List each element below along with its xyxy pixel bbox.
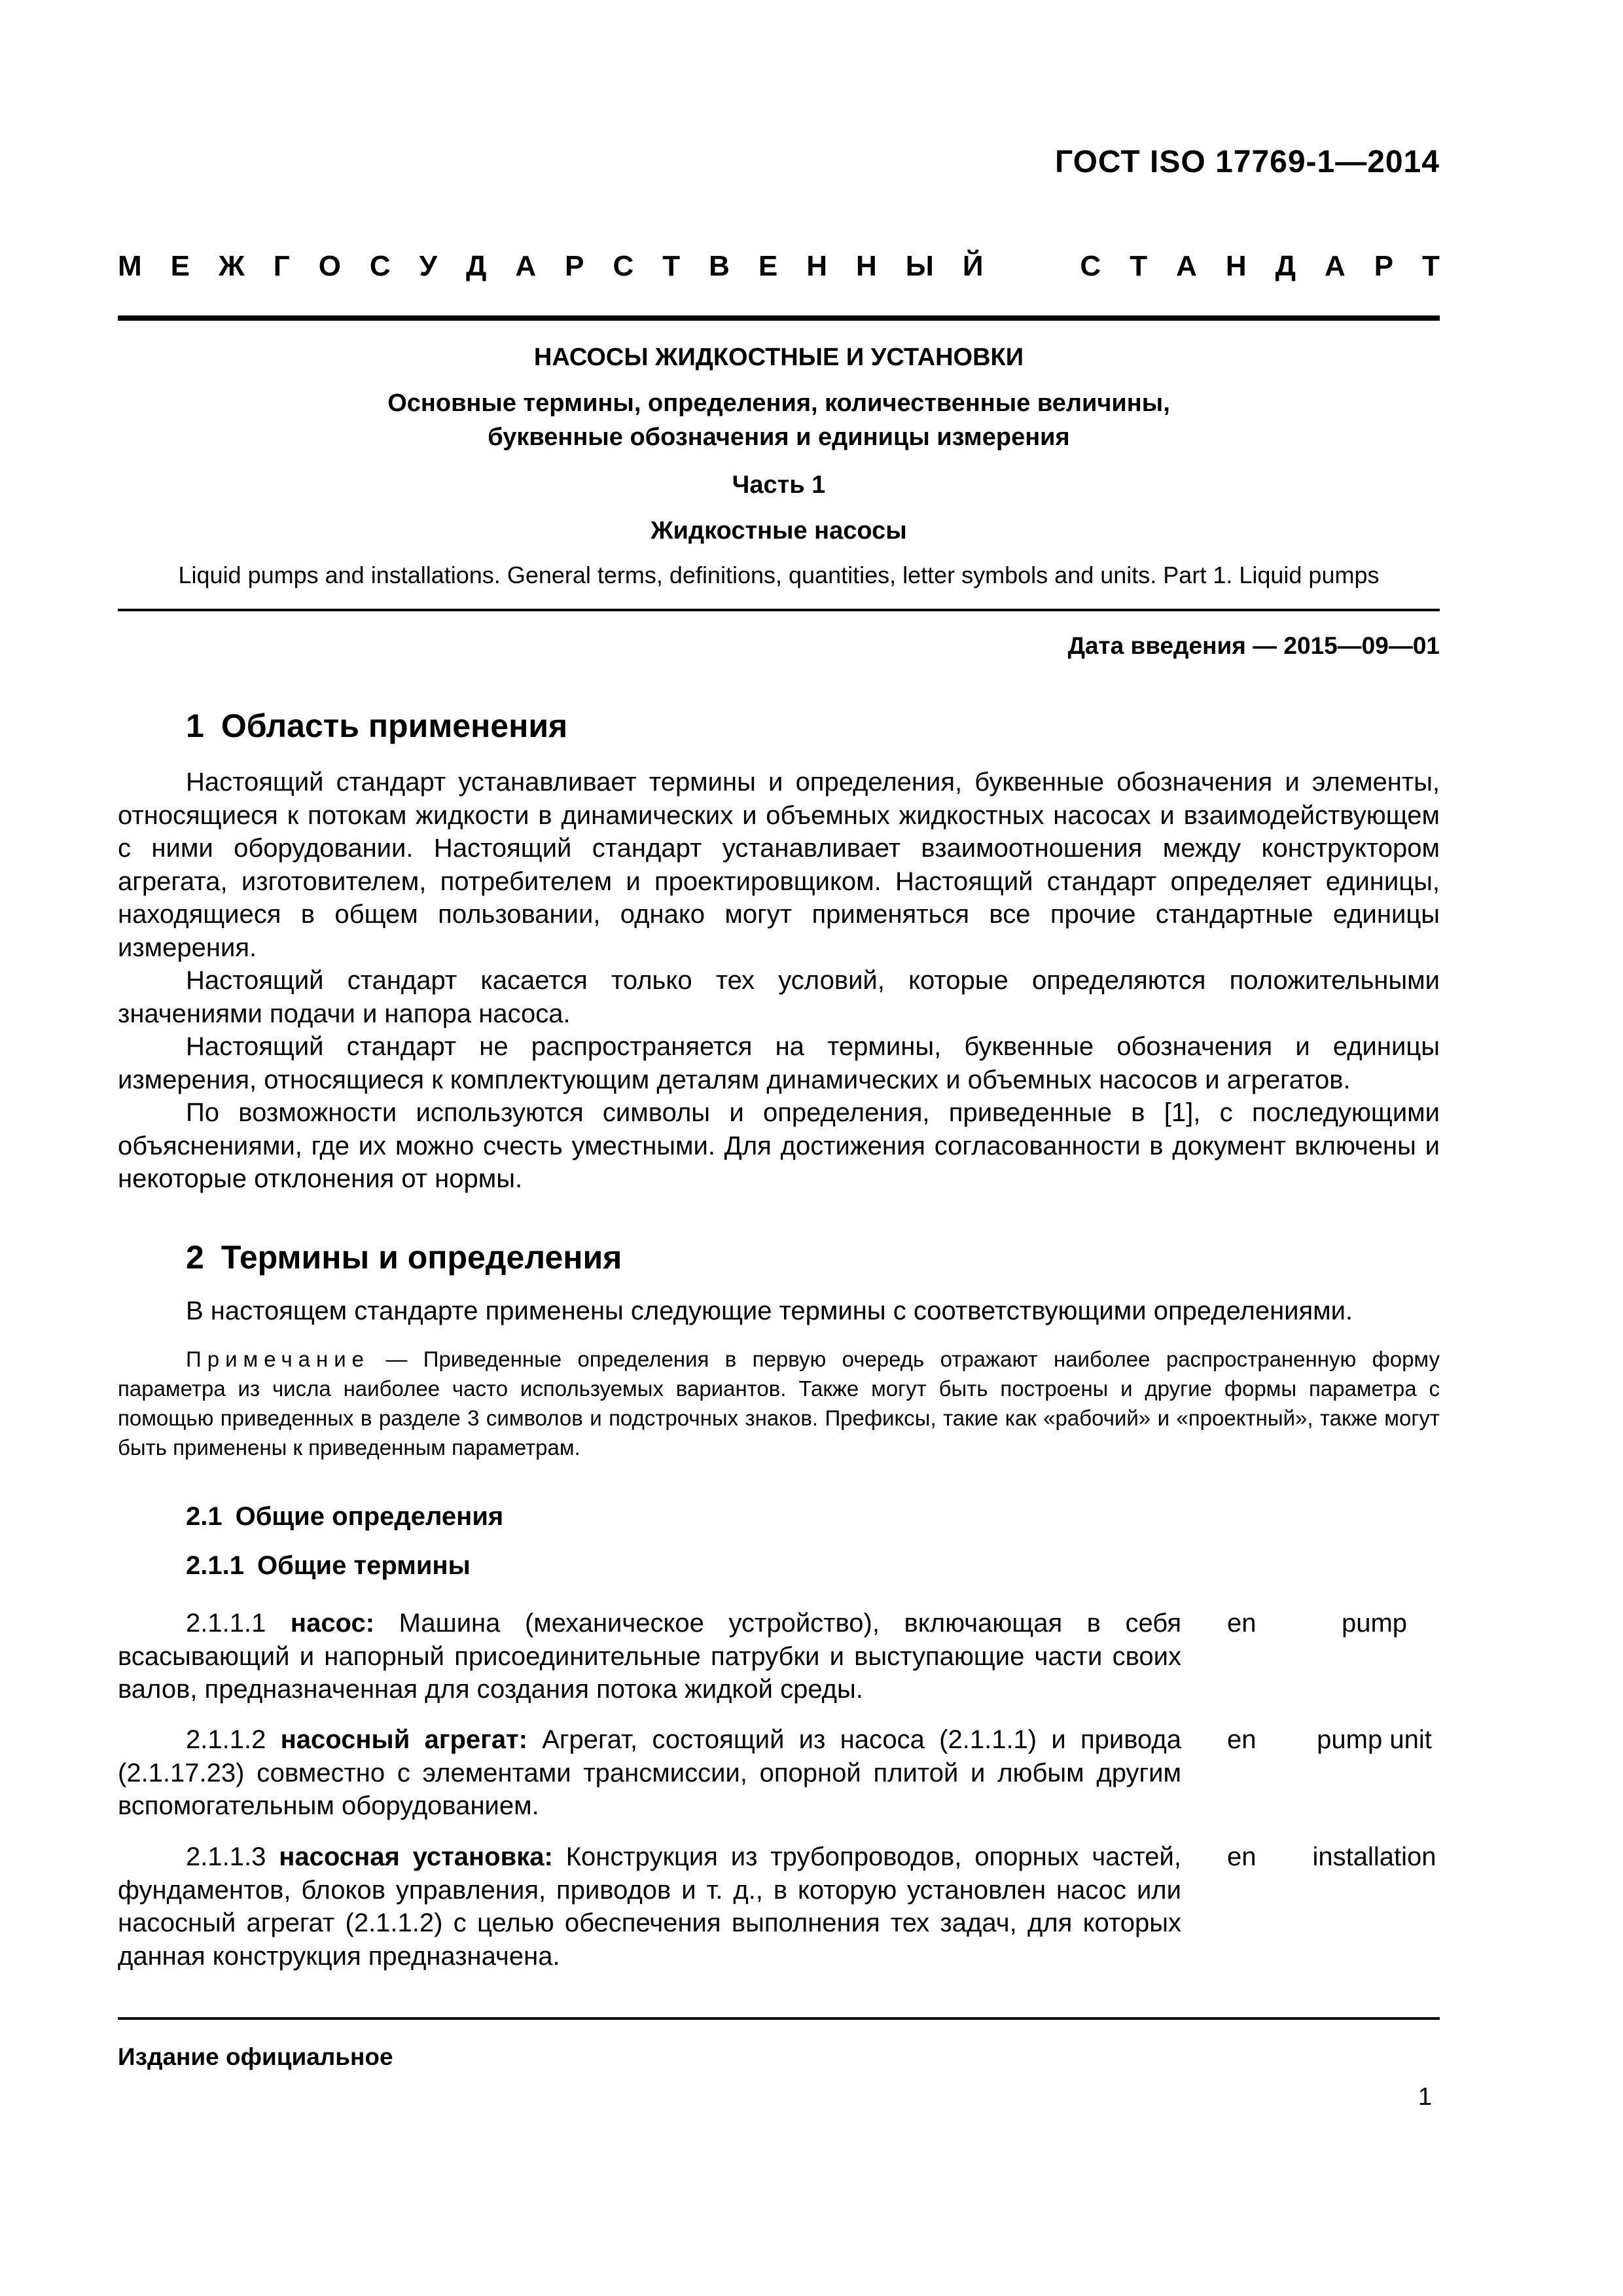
paragraph: Настоящий стандарт касается только тех условий, которые определяются положительными значениями подачи и напора насоса.	[118, 966, 1440, 1028]
heading-letter: Т	[1130, 250, 1148, 282]
term-definition: Агрегат, состоящий из насоса (2.1.1.1) и привода (2.1.17.23) совместно с элементами трансмиссии, опорной плитой и любым другим вспомогательным оборудованием.	[118, 1725, 1181, 1820]
gost-number: ГОСТ ISO 17769-1—2014	[1055, 145, 1440, 179]
section-2-heading	[186, 1238, 622, 1276]
heading-letter: В	[709, 250, 730, 282]
section-title: Область применения	[221, 708, 568, 744]
heading-letter: О	[318, 250, 341, 282]
section-number: 1	[186, 708, 204, 744]
heading-letter: А	[1176, 250, 1197, 282]
heading-letter: Р	[1374, 250, 1394, 282]
heading-letter: Д	[466, 250, 487, 282]
heading-letter: С	[613, 250, 634, 282]
section-2-intro	[118, 1295, 1440, 1328]
subsection-number: 2.1.1	[186, 1551, 244, 1580]
term-definition: Конструкция из трубопроводов, опорных частей, фундаментов, блоков управления, приводов и т. д., в которую установлен насос или насосный агрегат (2.1.1.2) с целью обеспечения выполнения тех задач, для которых данная конструкция предназначена.	[118, 1842, 1181, 1971]
subsection-title: Общие термины	[257, 1551, 471, 1580]
document-title: НАСОСЫ ЖИДКОСТНЫЕ И УСТАНОВКИ	[533, 344, 1024, 371]
term-definition-block	[118, 1607, 1181, 1706]
heading-letter: М	[118, 250, 142, 282]
term-name: насосный агрегат:	[280, 1725, 527, 1754]
heading-letter: Д	[1275, 250, 1296, 282]
page-number: 1	[1418, 2083, 1432, 2111]
term-definition: Машина (механическое устройство), включающая в себя всасывающий и напорный присоединительные патрубки и выступающие части своих валов, предназначенная для создания потока жидкой среды.	[118, 1609, 1181, 1704]
term-number: 2.1.1.3	[186, 1842, 266, 1871]
english-title: Liquid pumps and installations. General terms, definitions, quantities, letter symbols and units. Part 1. Liquid pumps	[178, 562, 1380, 588]
document-part-title: Жидкостные насосы	[651, 517, 907, 545]
heading-letter: Т	[1422, 250, 1440, 282]
term-entry	[118, 1723, 1440, 1823]
term-language: en	[1227, 1842, 1257, 1871]
term-definition-block	[118, 1723, 1181, 1823]
paragraph: Настоящий стандарт не распространяется на термины, буквенные обозначения и единицы измерения, относящиеся к комплектующим деталям динамических и объемных насосов и агрегатов.	[118, 1032, 1440, 1094]
term-entry	[118, 1607, 1440, 1706]
heading-letter: Р	[565, 250, 584, 282]
document-subtitle-line1: Основные термины, определения, количественные величины,	[387, 389, 1170, 417]
note-label: Примечание	[186, 1347, 370, 1371]
paragraph: В настоящем стандарте применены следующие термины с соответствующими определениями.	[186, 1297, 1353, 1325]
subsection-2-1-1-heading	[186, 1551, 471, 1581]
term-name: насосная установка:	[279, 1842, 553, 1871]
heading-letter: С	[369, 250, 391, 282]
term-name: насос:	[290, 1609, 375, 1638]
header-divider	[118, 315, 1440, 321]
note	[118, 1344, 1440, 1462]
footer-divider	[118, 2017, 1440, 2020]
heading-letter: Г	[273, 250, 290, 282]
intro-date: Дата введения — 2015—09—01	[1067, 632, 1440, 659]
document-subtitle-line2: буквенные обозначения и единицы измерения	[488, 423, 1070, 451]
heading-letter: Н	[856, 250, 877, 282]
title-divider	[118, 609, 1440, 611]
document-page	[118, 0, 1440, 2296]
subsection-number: 2.1	[186, 1502, 223, 1531]
term-english: pump unit	[1317, 1725, 1432, 1754]
heading-letter: Е	[758, 250, 778, 282]
term-definition-block	[118, 1840, 1181, 1973]
document-part: Часть 1	[732, 471, 826, 499]
term-language: en	[1227, 1609, 1257, 1638]
heading-letter: А	[1324, 250, 1346, 282]
heading-letter: Й	[962, 250, 984, 282]
section-number: 2	[186, 1239, 204, 1276]
paragraph: Настоящий стандарт устанавливает термины и определения, буквенные обозначения и элементы, относящиеся к потокам жидкости в динамических и объемных жидкостных насосах и взаимодействующем с ними оборудовании. Настоящий стандарт устанавливает взаимоотношения между конструктором агрегата, изготовителем, потребителем и проектировщиком. Настоящий стандарт определяет единицы, находящиеся в общем пользовании, однако могут применяться все прочие стандартные единицы измерения.	[118, 768, 1440, 962]
note-text: — Приведенные определения в первую очередь отражают наиболее распространенную форму параметра из числа наиболее часто используемых вариантов. Также могут быть построены и другие формы параметра с помощью приведенных в разделе 3 символов и подстрочных знаков. Префиксы, такие как «рабочий» и «проектный», также могут быть применены к приведенным параметрам.	[118, 1347, 1440, 1460]
heading-letter: Е	[170, 250, 190, 282]
edition-label: Издание официальное	[118, 2043, 393, 2070]
heading-letter: С	[1080, 250, 1101, 282]
heading-word-gap	[1012, 250, 1051, 283]
heading-letter: А	[515, 250, 537, 282]
term-english: installation	[1312, 1842, 1436, 1871]
subsection-title: Общие определения	[235, 1502, 504, 1531]
term-language: en	[1227, 1725, 1257, 1754]
subsection-2-1-heading	[186, 1502, 503, 1532]
term-number: 2.1.1.2	[186, 1725, 266, 1754]
term-number: 2.1.1.1	[186, 1609, 266, 1638]
section-1-body	[118, 766, 1440, 1196]
section-1-heading	[186, 707, 567, 745]
heading-letter: Ы	[905, 250, 934, 282]
heading-letter: Ж	[218, 250, 245, 282]
heading-letter: Н	[806, 250, 828, 282]
term-english: pump	[1341, 1609, 1408, 1638]
heading-letter: У	[419, 250, 438, 282]
term-entry	[118, 1840, 1440, 1973]
standard-kind-heading	[118, 250, 1440, 283]
heading-letter: Н	[1225, 250, 1247, 282]
heading-letter: Т	[662, 250, 681, 282]
paragraph: По возможности используются символы и определения, приведенные в [1], с последующими объяснениями, где их можно счесть уместными. Для достижения согласованности в документ включены и некоторые отклонения от нормы.	[118, 1098, 1440, 1193]
section-title: Термины и определения	[221, 1239, 622, 1276]
